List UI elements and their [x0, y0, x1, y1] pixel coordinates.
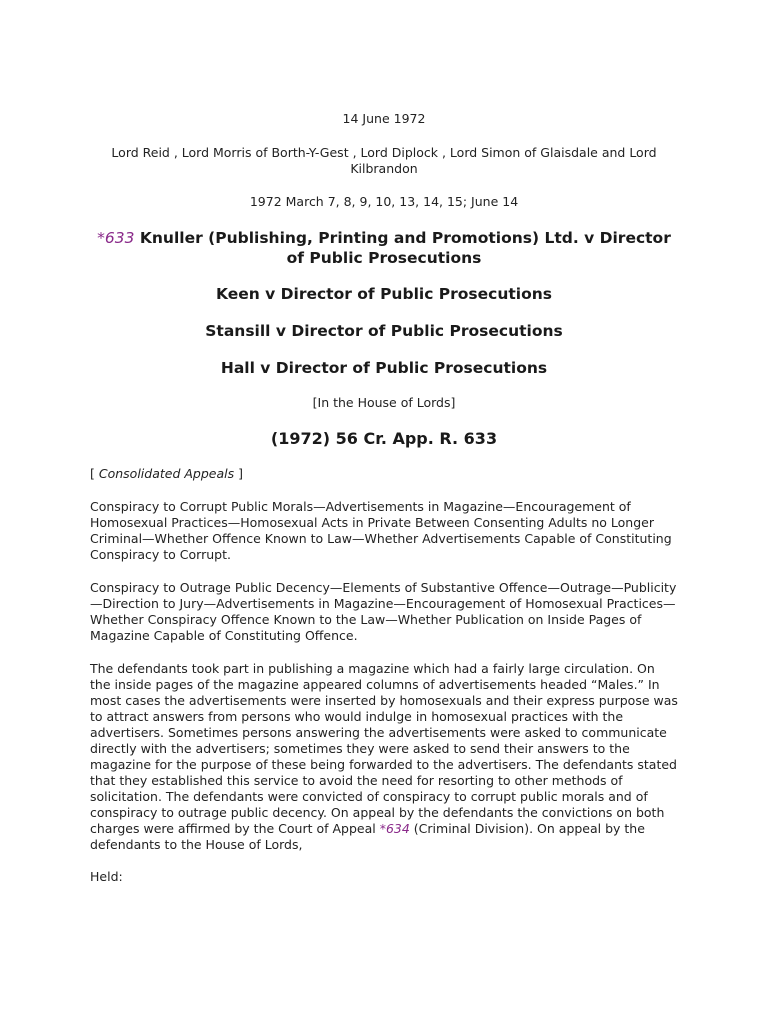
judgment-date: 14 June 1972 — [342, 111, 426, 126]
catchwords-paragraph-1: Conspiracy to Corrupt Public Morals—Advertisements in Magazine—Encouragement of Homosexual Practices—Homosexual Acts in Private Between Consenting Adults no Longer Criminal—Whether Offence Known to Law—Whether Advertisements Capable of Constituting Conspiracy to Corrupt. — [90, 499, 672, 562]
facts-text-start: The defendants took part in publishing a magazine which had a fairly large circulation. On the inside pages of the magazine appeared columns of advertisements headed “Males.” In most cases the advertisements were inserted by homosexuals and their express purpose was to attract answers from persons who would indulge in homosexual practices with the advertisers. Sometimes persons answering the advertisements were asked to communicate directly with the advertisers; sometimes they were asked to send their answers to the magazine for the purpose of these being forwarded to the advertisers. The defendants stated that they established this service to avoid the need for resorting to other methods of solicitation. The defendants were convicted of conspiracy to corrupt public morals and of conspiracy to outrage public decency. On appeal by the defendants the convictions on both charges were affirmed by the Court of Appeal — [90, 661, 678, 836]
facts-text-end: (Criminal Division). On appeal by the defendants to the House of Lords, — [90, 821, 645, 852]
page-reference-633[interactable]: *633 — [97, 229, 135, 247]
case-citation: (1972) 56 Cr. App. R. 633 — [270, 429, 498, 448]
consolidated-appeals-label: Consolidated Appeals — [98, 466, 235, 481]
hearing-dates: 1972 March 7, 8, 9, 10, 13, 14, 15; June 14 — [249, 194, 519, 209]
bracket-open: [ — [90, 466, 99, 481]
page-reference-634[interactable]: *634 — [379, 821, 410, 836]
judges-list: Lord Reid , Lord Morris of Borth-Y-Gest , Lord Diplock , Lord Simon of Glaisdale and Lord Kilbrandon — [111, 145, 657, 176]
held-heading: Held: — [90, 869, 123, 884]
case-title-keen: Keen v Director of Public Prosecutions — [215, 285, 553, 303]
case-title-knuller — [90, 228, 678, 268]
catchwords-paragraph-2: Conspiracy to Outrage Public Decency—Elements of Substantive Offence—Outrage—Publicity—Direction to Jury—Advertisements in Magazine—Encouragement of Homosexual Practices—Whether Conspiracy Offence Known to the Law—Whether Publication on Inside Pages of Magazine Capable of Constituting Offence. — [90, 580, 677, 643]
case-title-knuller-text: Knuller (Publishing, Printing and Promotions) Ltd. v Director of Public Prosecutions — [134, 229, 671, 267]
case-title-stansill: Stansill v Director of Public Prosecutions — [205, 322, 563, 340]
consolidated-appeals-note — [90, 466, 678, 482]
court-name: [In the House of Lords] — [312, 395, 456, 410]
bracket-close: ] — [234, 466, 243, 481]
facts-paragraph — [90, 661, 678, 853]
case-title-hall: Hall v Director of Public Prosecutions — [220, 359, 548, 377]
